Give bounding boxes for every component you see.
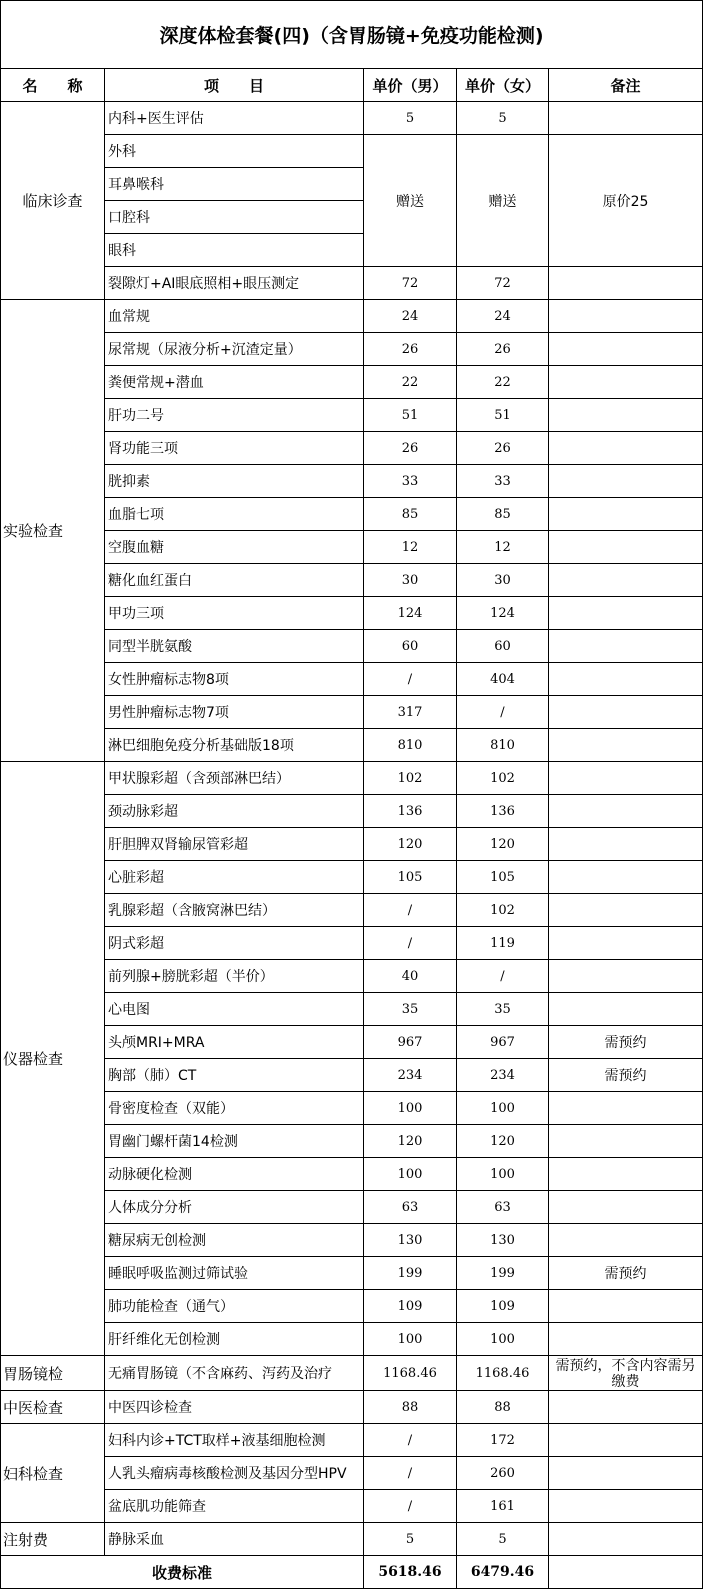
price-male-cell: 12 [364, 531, 457, 564]
note-cell [549, 1523, 703, 1556]
table-row [1, 1424, 703, 1457]
category-lab: 实验检查 [1, 300, 105, 762]
category-injection: 注射费 [1, 1523, 105, 1556]
price-male-cell: 35 [364, 993, 457, 1026]
table-row [1, 366, 703, 399]
note-cell [549, 366, 703, 399]
item-cell: 肺功能检查（通气） [105, 1290, 364, 1323]
item-cell: 盆底肌功能筛查 [105, 1490, 364, 1523]
price-female-cell: 130 [457, 1224, 549, 1257]
note-cell [549, 828, 703, 861]
note-cell [549, 861, 703, 894]
item-cell: 动脉硬化检测 [105, 1158, 364, 1191]
price-male-cell: 51 [364, 399, 457, 432]
gift-note-cell: 原价25 [549, 135, 703, 267]
table-row [1, 828, 703, 861]
price-male-cell: 60 [364, 630, 457, 663]
item-cell: 内科+医生评估 [105, 102, 364, 135]
item-cell: 胃幽门螺杆菌14检测 [105, 1125, 364, 1158]
item-cell: 头颅MRI+MRA [105, 1026, 364, 1059]
item-cell: 甲功三项 [105, 597, 364, 630]
table-row [1, 795, 703, 828]
category-gyn: 妇科检查 [1, 1424, 105, 1523]
price-female-cell: 136 [457, 795, 549, 828]
price-female-cell: 161 [457, 1490, 549, 1523]
price-male-cell: / [364, 1424, 457, 1457]
price-female-cell: 120 [457, 1125, 549, 1158]
item-cell: 尿常规（尿液分析+沉渣定量） [105, 333, 364, 366]
price-female-cell: 967 [457, 1026, 549, 1059]
note-cell [549, 531, 703, 564]
gift-male-cell: 赠送 [364, 135, 457, 267]
note-cell [549, 1158, 703, 1191]
note-cell [549, 1224, 703, 1257]
price-female-cell: 26 [457, 333, 549, 366]
price-female-cell: 26 [457, 432, 549, 465]
table-row [1, 1224, 703, 1257]
price-female-cell: 100 [457, 1092, 549, 1125]
header-item: 项 目 [105, 69, 364, 102]
price-female-cell: 119 [457, 927, 549, 960]
table-row [1, 696, 703, 729]
price-male-cell: 26 [364, 333, 457, 366]
price-male-cell: 88 [364, 1391, 457, 1424]
table-row [1, 1092, 703, 1125]
table-row [1, 663, 703, 696]
price-male-cell: / [364, 894, 457, 927]
item-cell: 前列腺+膀胱彩超（半价） [105, 960, 364, 993]
price-male-cell: 22 [364, 366, 457, 399]
price-male-cell: 124 [364, 597, 457, 630]
note-cell: 需预约 [549, 1059, 703, 1092]
table-row [1, 267, 703, 300]
price-female-cell: / [457, 696, 549, 729]
item-cell: 无痛胃肠镜（不含麻药、泻药及治疗 [105, 1356, 364, 1391]
note-cell [549, 1424, 703, 1457]
price-female-cell: 109 [457, 1290, 549, 1323]
note-cell [549, 762, 703, 795]
price-male-cell: 317 [364, 696, 457, 729]
item-cell: 人体成分分析 [105, 1191, 364, 1224]
note-cell [549, 696, 703, 729]
price-female-cell: 124 [457, 597, 549, 630]
item-cell: 口腔科 [105, 201, 364, 234]
price-male-cell: 199 [364, 1257, 457, 1290]
table-row [1, 762, 703, 795]
table-title: 深度体检套餐(四)（含胃肠镜+免疫功能检测) [1, 1, 703, 69]
item-cell: 颈动脉彩超 [105, 795, 364, 828]
note-cell [549, 498, 703, 531]
item-cell: 人乳头瘤病毒核酸检测及基因分型HPV [105, 1457, 364, 1490]
price-male-cell: 63 [364, 1191, 457, 1224]
price-male-cell: / [364, 663, 457, 696]
category-gi: 胃肠镜检 [1, 1356, 105, 1391]
price-female-cell: 72 [457, 267, 549, 300]
item-cell: 男性肿瘤标志物7项 [105, 696, 364, 729]
price-male-cell: / [364, 1490, 457, 1523]
price-male-cell: 24 [364, 300, 457, 333]
item-cell: 妇科内诊+TCT取样+液基细胞检测 [105, 1424, 364, 1457]
table-row [1, 1158, 703, 1191]
note-cell [549, 399, 703, 432]
item-cell: 眼科 [105, 234, 364, 267]
price-female-cell: 22 [457, 366, 549, 399]
table-row [1, 894, 703, 927]
note-cell [549, 267, 703, 300]
note-cell [549, 993, 703, 1026]
price-male-cell: 100 [364, 1092, 457, 1125]
category-clinical: 临床诊查 [1, 102, 105, 300]
table-row [1, 861, 703, 894]
note-cell [549, 1125, 703, 1158]
price-female-cell: 1168.46 [457, 1356, 549, 1391]
price-male-cell: 130 [364, 1224, 457, 1257]
note-cell [549, 894, 703, 927]
note-cell [549, 960, 703, 993]
table-row [1, 564, 703, 597]
table-row [1, 1125, 703, 1158]
note-cell [549, 1391, 703, 1424]
price-male-cell: 30 [364, 564, 457, 597]
item-cell: 血常规 [105, 300, 364, 333]
price-male-cell: 136 [364, 795, 457, 828]
price-female-cell: 199 [457, 1257, 549, 1290]
item-cell: 肝纤维化无创检测 [105, 1323, 364, 1356]
table-row [1, 993, 703, 1026]
table-row [1, 597, 703, 630]
price-male-cell: 100 [364, 1158, 457, 1191]
price-male-cell: 234 [364, 1059, 457, 1092]
table-row [1, 465, 703, 498]
item-cell: 粪便常规+潜血 [105, 366, 364, 399]
table-row [1, 630, 703, 663]
item-cell: 耳鼻喉科 [105, 168, 364, 201]
item-cell: 糖化血红蛋白 [105, 564, 364, 597]
table-row [1, 498, 703, 531]
total-row [1, 1556, 703, 1589]
price-female-cell: 60 [457, 630, 549, 663]
item-cell: 女性肿瘤标志物8项 [105, 663, 364, 696]
total-female: 6479.46 [457, 1556, 549, 1589]
note-cell [549, 333, 703, 366]
table-row [1, 1059, 703, 1092]
price-female-cell: 105 [457, 861, 549, 894]
price-male-cell: 5 [364, 102, 457, 135]
price-male-cell: 100 [364, 1323, 457, 1356]
price-female-cell: 5 [457, 102, 549, 135]
item-cell: 糖尿病无创检测 [105, 1224, 364, 1257]
price-female-cell: 404 [457, 663, 549, 696]
price-female-cell: 12 [457, 531, 549, 564]
table-row [1, 960, 703, 993]
item-cell: 肝胆脾双肾输尿管彩超 [105, 828, 364, 861]
price-male-cell: 40 [364, 960, 457, 993]
price-male-cell: 109 [364, 1290, 457, 1323]
table-row [1, 1026, 703, 1059]
header-row [1, 69, 703, 102]
item-cell: 外科 [105, 135, 364, 168]
note-cell: 需预约 [549, 1257, 703, 1290]
item-cell: 肝功二号 [105, 399, 364, 432]
item-cell: 甲状腺彩超（含颈部淋巴结） [105, 762, 364, 795]
price-female-cell: 102 [457, 894, 549, 927]
table-row [1, 531, 703, 564]
note-cell [549, 1490, 703, 1523]
header-note: 备注 [549, 69, 703, 102]
note-cell [549, 630, 703, 663]
price-female-cell: 120 [457, 828, 549, 861]
table-row [1, 729, 703, 762]
title-row [1, 1, 703, 69]
price-male-cell: 5 [364, 1523, 457, 1556]
price-male-cell: 120 [364, 828, 457, 861]
item-cell: 中医四诊检查 [105, 1391, 364, 1424]
price-female-cell: 5 [457, 1523, 549, 1556]
price-female-cell: 260 [457, 1457, 549, 1490]
price-female-cell: 63 [457, 1191, 549, 1224]
price-male-cell: 72 [364, 267, 457, 300]
price-male-cell: 967 [364, 1026, 457, 1059]
price-female-cell: 234 [457, 1059, 549, 1092]
item-cell: 胸部（肺）CT [105, 1059, 364, 1092]
price-female-cell: 30 [457, 564, 549, 597]
item-cell: 肾功能三项 [105, 432, 364, 465]
header-name: 名 称 [1, 69, 105, 102]
price-male-cell: 102 [364, 762, 457, 795]
item-cell: 睡眠呼吸监测过筛试验 [105, 1257, 364, 1290]
price-female-cell: 88 [457, 1391, 549, 1424]
item-cell: 空腹血糖 [105, 531, 364, 564]
note-cell [549, 300, 703, 333]
note-cell [549, 597, 703, 630]
item-cell: 胱抑素 [105, 465, 364, 498]
header-price-male: 单价（男） [364, 69, 457, 102]
table-row [1, 1323, 703, 1356]
category-instrument: 仪器检查 [1, 762, 105, 1356]
price-male-cell: 26 [364, 432, 457, 465]
table-row [1, 1290, 703, 1323]
price-male-cell: 33 [364, 465, 457, 498]
note-cell [549, 432, 703, 465]
category-tcm: 中医检查 [1, 1391, 105, 1424]
table-row [1, 1356, 703, 1391]
note-cell [549, 663, 703, 696]
item-cell: 骨密度检查（双能） [105, 1092, 364, 1125]
table-row [1, 1457, 703, 1490]
item-cell: 静脉采血 [105, 1523, 364, 1556]
header-price-female: 单价（女） [457, 69, 549, 102]
note-cell [549, 1290, 703, 1323]
table-row [1, 1257, 703, 1290]
price-female-cell: 102 [457, 762, 549, 795]
item-cell: 乳腺彩超（含腋窝淋巴结） [105, 894, 364, 927]
price-female-cell: 172 [457, 1424, 549, 1457]
price-female-cell: 33 [457, 465, 549, 498]
price-female-cell: / [457, 960, 549, 993]
note-cell [549, 1191, 703, 1224]
table-row [1, 135, 703, 168]
total-male: 5618.46 [364, 1556, 457, 1589]
price-female-cell: 100 [457, 1158, 549, 1191]
price-male-cell: 85 [364, 498, 457, 531]
table-row [1, 1490, 703, 1523]
price-female-cell: 100 [457, 1323, 549, 1356]
table-row [1, 927, 703, 960]
price-male-cell: 105 [364, 861, 457, 894]
price-female-cell: 85 [457, 498, 549, 531]
item-cell: 阴式彩超 [105, 927, 364, 960]
gift-female-cell: 赠送 [457, 135, 549, 267]
total-label: 收费标准 [1, 1556, 364, 1589]
note-cell: 需预约，不含内容需另缴费 [549, 1356, 703, 1391]
price-female-cell: 51 [457, 399, 549, 432]
item-cell: 心电图 [105, 993, 364, 1026]
price-male-cell: 120 [364, 1125, 457, 1158]
table-row [1, 102, 703, 135]
item-cell: 心脏彩超 [105, 861, 364, 894]
price-male-cell: / [364, 927, 457, 960]
table-row [1, 300, 703, 333]
table-row [1, 1523, 703, 1556]
note-cell [549, 465, 703, 498]
price-male-cell: / [364, 1457, 457, 1490]
note-cell [549, 564, 703, 597]
table-row [1, 1391, 703, 1424]
price-male-cell: 810 [364, 729, 457, 762]
price-female-cell: 35 [457, 993, 549, 1026]
total-note [549, 1556, 703, 1589]
item-cell: 裂隙灯+AI眼底照相+眼压测定 [105, 267, 364, 300]
note-cell [549, 1092, 703, 1125]
item-cell: 血脂七项 [105, 498, 364, 531]
price-female-cell: 810 [457, 729, 549, 762]
item-cell: 淋巴细胞免疫分析基础版18项 [105, 729, 364, 762]
table-row [1, 399, 703, 432]
note-cell [549, 927, 703, 960]
price-male-cell: 1168.46 [364, 1356, 457, 1391]
item-cell: 同型半胱氨酸 [105, 630, 364, 663]
note-cell [549, 102, 703, 135]
table-row [1, 432, 703, 465]
price-female-cell: 24 [457, 300, 549, 333]
table-row [1, 1191, 703, 1224]
table-row [1, 333, 703, 366]
note-cell [549, 729, 703, 762]
note-cell: 需预约 [549, 1026, 703, 1059]
note-cell [549, 1457, 703, 1490]
note-cell [549, 1323, 703, 1356]
note-cell [549, 795, 703, 828]
